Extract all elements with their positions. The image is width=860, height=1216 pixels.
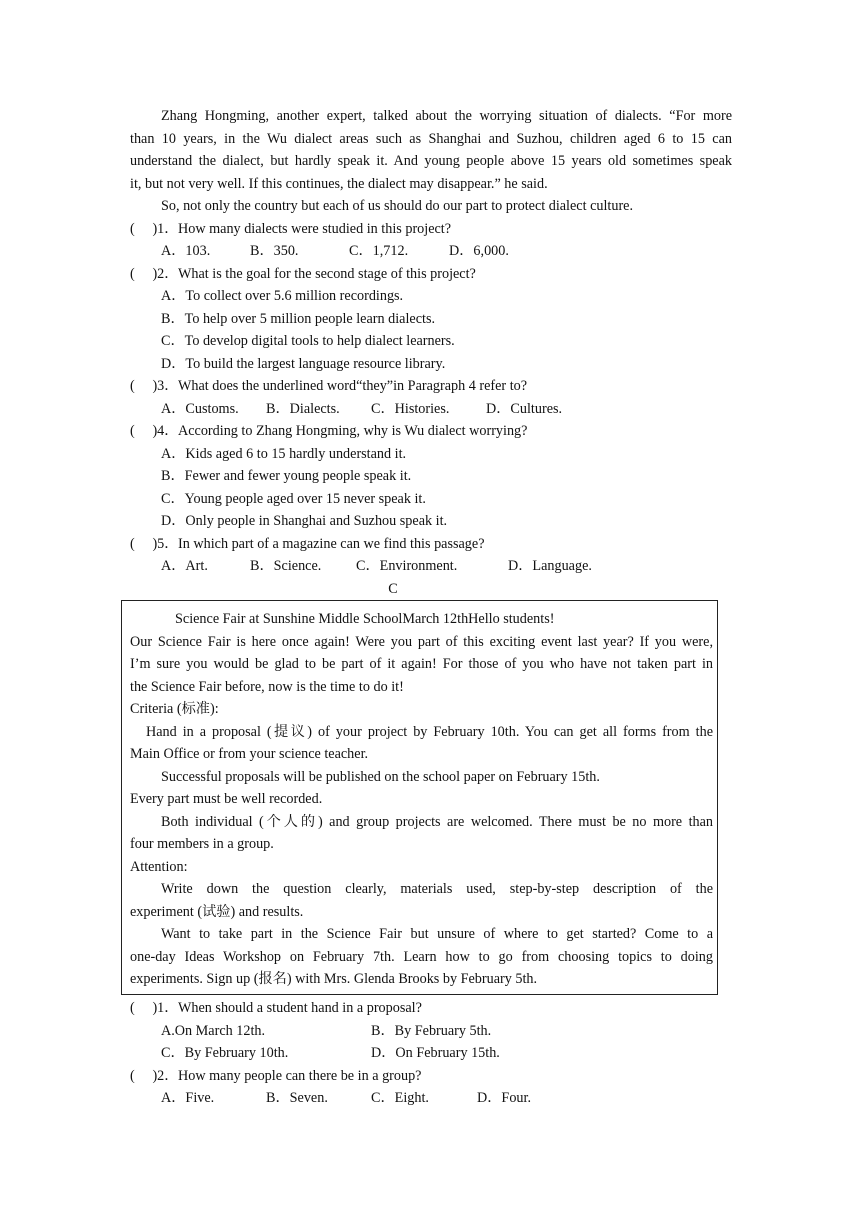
question-number: ( )1．	[130, 220, 179, 237]
passage-line: than 10 years, in the Wu dialect areas such as Shanghai and Suzhou, children aged 6 to 15 can	[130, 130, 732, 147]
criteria-line: Successful proposals will be published on the school paper on February 15th.	[161, 768, 600, 785]
option-d: D．Language.	[508, 558, 592, 574]
criteria-line: four members in a group.	[130, 836, 274, 852]
notice-box	[121, 600, 718, 995]
option-c: C．Histories.	[371, 400, 450, 417]
option-c: C．To develop digital tools to help dialect learners.	[161, 333, 455, 349]
option-a: A．Customs.	[161, 400, 239, 417]
attention-line: experiments. Sign up (报名) with Mrs. Glenda Brooks by February 5th.	[130, 971, 538, 987]
option-b: B．To help over 5 million people learn dialects.	[161, 310, 436, 327]
option-a: A．Kids aged 6 to 15 hardly understand it.	[161, 445, 407, 462]
option-b: B．By February 5th.	[371, 1022, 492, 1039]
option-c: C．Environment.	[356, 558, 458, 574]
criteria-line: Hand in a proposal (提议) of your project by February 10th. You can get all forms from the	[146, 723, 713, 740]
criteria-line: Main Office or from your science teacher.	[130, 746, 369, 762]
question-number: ( )3．	[130, 378, 179, 394]
option-a: A．103.	[161, 243, 211, 259]
passage-line: it, but not very well. If this continues, the dialect may disappear.” he said.	[130, 175, 548, 192]
passage-line: understand the dialect, but hardly speak it. And young people above 15 years old sometimes speak	[130, 153, 732, 169]
question-5	[130, 533, 485, 556]
question-text: How many people can there be in a group?	[178, 1067, 422, 1084]
option-a: A．Art.	[161, 558, 208, 574]
option-b: B．350.	[250, 243, 299, 259]
question-number: ( )2．	[130, 265, 179, 282]
attention-label: Attention:	[130, 858, 188, 875]
question-2	[130, 263, 476, 286]
option-b: B．Science.	[250, 558, 322, 574]
question-text: What does the underlined word“they”in Paragraph 4 refer to?	[178, 378, 528, 394]
notice-intro-line: the Science Fair before, now is the time to do it!	[130, 678, 404, 695]
option-b: B．Dialects.	[266, 400, 340, 417]
option-d: D．On February 15th.	[371, 1045, 500, 1061]
notice-intro-line: Our Science Fair is here once again! Were you part of this exciting event last year? If you were,	[130, 633, 713, 650]
option-d: D．Cultures.	[486, 400, 563, 417]
option-d: D．To build the largest language resource library.	[161, 355, 446, 372]
question-number: ( )4．	[130, 423, 179, 439]
passage-line: So, not only the country but each of us should do our part to protect dialect culture.	[161, 198, 634, 214]
criteria-label: Criteria (标准):	[130, 701, 219, 717]
notice-intro-line: I’m sure you would be glad to be part of it again! For those of you who have not taken part in	[130, 656, 713, 672]
criteria-line: Both individual (个人的) and group projects are welcomed. There must be no more than	[161, 813, 713, 830]
notice-heading: Science Fair at Sunshine Middle SchoolMarch 12thHello students!	[175, 611, 555, 627]
option-a: A．To collect over 5.6 million recordings.	[161, 288, 404, 304]
question-text: When should a student hand in a proposal?	[178, 1000, 422, 1016]
option-a: A．Five.	[161, 1090, 215, 1106]
question-text: What is the goal for the second stage of this project?	[178, 265, 476, 282]
question-number: ( )1．	[130, 1000, 179, 1016]
option-d: D．Four.	[477, 1090, 531, 1106]
question-3	[130, 375, 527, 398]
criteria-line: Every part must be well recorded.	[130, 791, 323, 807]
question-c2	[130, 1065, 421, 1088]
option-d: D．6,000.	[449, 243, 509, 259]
attention-line: Write down the question clearly, materials used, step-by-step description of the	[161, 881, 713, 897]
attention-line: experiment (试验) and results.	[130, 903, 304, 920]
question-text: How many dialects were studied in this project?	[178, 220, 452, 237]
question-text: According to Zhang Hongming, why is Wu dialect worrying?	[178, 423, 528, 439]
option-c: C．1,712.	[349, 243, 409, 259]
question-number: ( )5．	[130, 535, 179, 552]
section-label: C	[388, 580, 398, 597]
option-a: A.On March 12th.	[161, 1022, 266, 1039]
attention-line: one-day Ideas Workshop on February 7th. Learn how to go from choosing topics to doing	[130, 948, 713, 965]
question-1	[130, 218, 451, 241]
question-4	[130, 420, 527, 443]
option-b: B．Fewer and fewer young people speak it.	[161, 468, 412, 484]
option-c: C．Young people aged over 15 never speak it.	[161, 490, 426, 507]
option-d: D．Only people in Shanghai and Suzhou speak it.	[161, 513, 448, 529]
passage-line: Zhang Hongming, another expert, talked about the worrying situation of dialects. “For more	[161, 108, 732, 124]
question-c1	[130, 997, 422, 1020]
attention-line: Want to take part in the Science Fair but unsure of where to get started? Come to a	[161, 926, 713, 942]
question-text: In which part of a magazine can we find this passage?	[178, 535, 485, 552]
question-number: ( )2．	[130, 1067, 179, 1084]
option-c: C．By February 10th.	[161, 1045, 289, 1061]
option-b: B．Seven.	[266, 1090, 328, 1106]
option-c: C．Eight.	[371, 1090, 429, 1106]
